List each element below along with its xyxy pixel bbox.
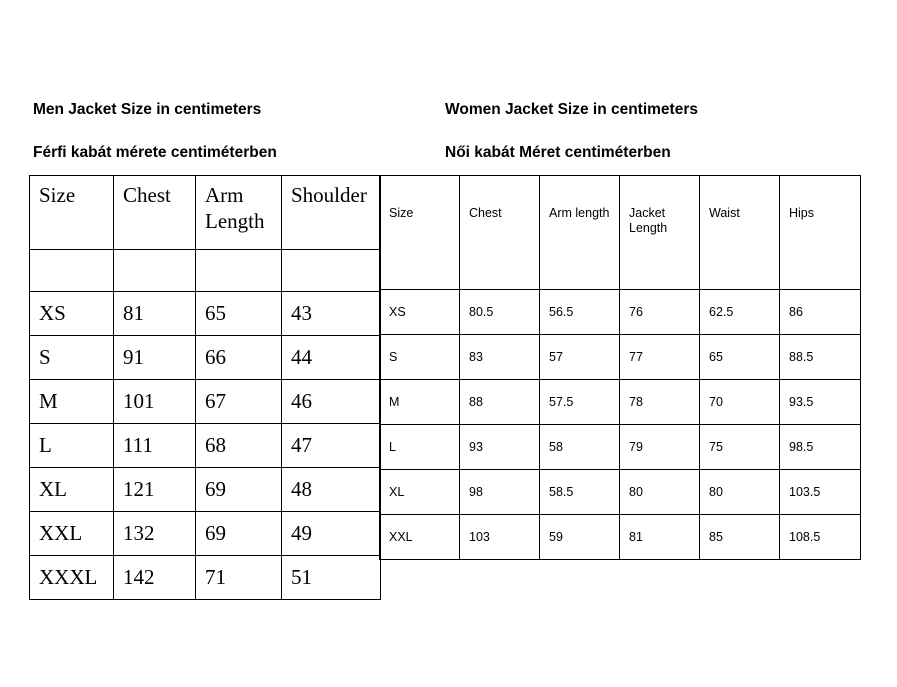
women-cell-waist: 62.5 xyxy=(700,290,780,335)
men-cell-chest: 91 xyxy=(114,336,196,380)
women-cell-arm-length: 57.5 xyxy=(540,380,620,425)
women-cell-hips: 98.5 xyxy=(780,425,861,470)
men-cell-shoulder: 46 xyxy=(282,380,381,424)
table-row xyxy=(30,250,381,292)
men-cell-shoulder: 43 xyxy=(282,292,381,336)
women-cell-waist: 70 xyxy=(700,380,780,425)
men-size-table xyxy=(29,175,381,600)
table-row xyxy=(380,335,861,380)
women-column-header-hips: Hips xyxy=(780,176,861,290)
men-cell-shoulder: 49 xyxy=(282,512,381,556)
women-cell-arm-length: 56.5 xyxy=(540,290,620,335)
women-cell-waist: 75 xyxy=(700,425,780,470)
women-cell-size: XL xyxy=(380,470,460,515)
women-cell-waist: 85 xyxy=(700,515,780,560)
women-cell-size: XXL xyxy=(380,515,460,560)
table-row xyxy=(30,292,381,336)
men-cell-shoulder: 44 xyxy=(282,336,381,380)
men-table-subtitle: Férfi kabát mérete centiméterben xyxy=(33,144,277,161)
men-cell-chest: 142 xyxy=(114,556,196,600)
table-row xyxy=(380,425,861,470)
women-cell-arm-length: 59 xyxy=(540,515,620,560)
women-cell-chest: 98 xyxy=(460,470,540,515)
men-table-title: Men Jacket Size in centimeters xyxy=(33,101,262,118)
women-cell-jacket-length: 81 xyxy=(620,515,700,560)
women-cell-jacket-length: 78 xyxy=(620,380,700,425)
men-cell-arm-length: 65 xyxy=(196,292,282,336)
men-cell-size: XL xyxy=(30,468,114,512)
women-cell-jacket-length: 79 xyxy=(620,425,700,470)
men-cell-size: M xyxy=(30,380,114,424)
men-cell-size xyxy=(30,250,114,292)
table-row xyxy=(30,512,381,556)
women-cell-chest: 88 xyxy=(460,380,540,425)
men-cell-arm-length: 67 xyxy=(196,380,282,424)
table-row xyxy=(30,336,381,380)
men-cell-shoulder xyxy=(282,250,381,292)
table-row xyxy=(30,468,381,512)
men-cell-shoulder: 47 xyxy=(282,424,381,468)
women-cell-jacket-length: 80 xyxy=(620,470,700,515)
women-cell-arm-length: 58.5 xyxy=(540,470,620,515)
men-cell-arm-length xyxy=(196,250,282,292)
table-header-row xyxy=(380,176,861,290)
women-cell-chest: 103 xyxy=(460,515,540,560)
women-column-header-size: Size xyxy=(380,176,460,290)
table-row xyxy=(30,380,381,424)
men-cell-chest: 132 xyxy=(114,512,196,556)
women-cell-size: M xyxy=(380,380,460,425)
men-cell-shoulder: 48 xyxy=(282,468,381,512)
men-cell-size: XXL xyxy=(30,512,114,556)
women-cell-hips: 88.5 xyxy=(780,335,861,380)
women-column-header-chest: Chest xyxy=(460,176,540,290)
men-column-header-size: Size xyxy=(30,176,114,250)
men-cell-arm-length: 68 xyxy=(196,424,282,468)
women-column-header-arm-length: Arm length xyxy=(540,176,620,290)
women-column-header-waist: Waist xyxy=(700,176,780,290)
women-cell-waist: 80 xyxy=(700,470,780,515)
women-cell-arm-length: 57 xyxy=(540,335,620,380)
men-cell-size: S xyxy=(30,336,114,380)
table-row xyxy=(380,290,861,335)
men-cell-shoulder: 51 xyxy=(282,556,381,600)
women-table-subtitle: Női kabát Méret centiméterben xyxy=(445,144,671,161)
women-size-table xyxy=(379,175,861,560)
table-row xyxy=(380,470,861,515)
men-cell-chest: 101 xyxy=(114,380,196,424)
men-cell-chest xyxy=(114,250,196,292)
men-cell-chest: 81 xyxy=(114,292,196,336)
women-cell-arm-length: 58 xyxy=(540,425,620,470)
table-row xyxy=(380,515,861,560)
men-cell-size: XS xyxy=(30,292,114,336)
women-cell-hips: 108.5 xyxy=(780,515,861,560)
women-cell-chest: 83 xyxy=(460,335,540,380)
men-column-header-chest: Chest xyxy=(114,176,196,250)
women-cell-hips: 93.5 xyxy=(780,380,861,425)
men-cell-arm-length: 71 xyxy=(196,556,282,600)
women-cell-hips: 103.5 xyxy=(780,470,861,515)
women-table-title: Women Jacket Size in centimeters xyxy=(445,101,698,118)
men-cell-chest: 121 xyxy=(114,468,196,512)
women-cell-size: L xyxy=(380,425,460,470)
table-header-row xyxy=(30,176,381,250)
men-column-header-shoulder: Shoulder xyxy=(282,176,381,250)
table-row xyxy=(30,556,381,600)
women-cell-chest: 80.5 xyxy=(460,290,540,335)
women-cell-size: S xyxy=(380,335,460,380)
women-cell-size: XS xyxy=(380,290,460,335)
men-cell-arm-length: 69 xyxy=(196,512,282,556)
women-cell-hips: 86 xyxy=(780,290,861,335)
women-cell-jacket-length: 77 xyxy=(620,335,700,380)
table-row xyxy=(30,424,381,468)
table-row xyxy=(380,380,861,425)
women-cell-jacket-length: 76 xyxy=(620,290,700,335)
men-cell-arm-length: 66 xyxy=(196,336,282,380)
women-column-header-jacket-length: Jacket Length xyxy=(620,176,700,290)
women-cell-chest: 93 xyxy=(460,425,540,470)
men-column-header-arm-length: Arm Length xyxy=(196,176,282,250)
men-cell-size: L xyxy=(30,424,114,468)
women-cell-waist: 65 xyxy=(700,335,780,380)
men-cell-arm-length: 69 xyxy=(196,468,282,512)
men-cell-size: XXXL xyxy=(30,556,114,600)
men-cell-chest: 111 xyxy=(114,424,196,468)
